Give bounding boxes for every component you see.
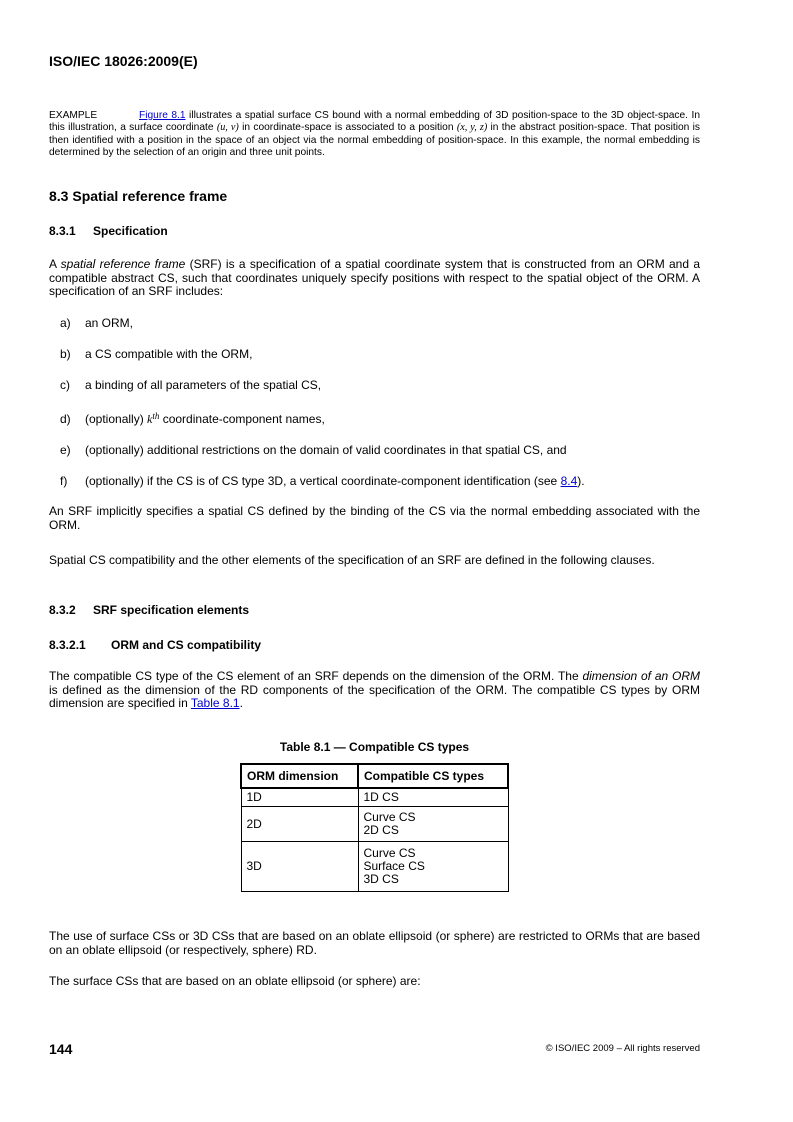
- oblate-restriction-paragraph: The use of surface CSs or 3D CSs that are based on an oblate ellipsoid (or sphere) are restricted to ORMs that are based on an oblate ellipsoid (or respectively, sphere) RD.: [49, 929, 700, 957]
- figure-8-1-link[interactable]: Figure 8.1: [139, 110, 186, 121]
- copyright-notice: © ISO/IEC 2009 – All rights reserved: [545, 1043, 700, 1054]
- heading-8-3-2: 8.3.2 SRF specification elements: [49, 603, 250, 617]
- compatible-cs-table: [240, 763, 509, 892]
- srf-term: spatial reference frame: [60, 257, 186, 271]
- table-cell-dim: 3D: [241, 842, 358, 892]
- list-item-d: d) (optionally) $k^{th}$ coordinate-component names,: [60, 411, 325, 426]
- table-cell-types: 1D CS: [358, 788, 508, 807]
- orm-cs-paragraph: The compatible CS type of the CS element of an SRF depends on the dimension of the ORM. The dimension of an ORM is defined as the dimension of the RD components of the specification of the ORM. The compatible CS types by ORM dimension are specified in Table 8.1.: [49, 669, 701, 711]
- table-cell-dim: 1D: [241, 788, 358, 807]
- table-header-cell: Compatible CS types: [358, 764, 508, 788]
- table-header-cell: ORM dimension: [241, 764, 358, 788]
- srf-definition-paragraph: A spatial reference frame (SRF) is a specification of a spatial coordinate system that is constructed from an ORM and a compatible abstract CS, such that coordinates uniquely specify positions with respect to the spatial object of the ORM. A specification of an SRF includes:: [49, 257, 700, 299]
- table-row: [241, 807, 508, 842]
- list-item-e: e) (optionally) additional restrictions on the domain of valid coordinates in that spatial CS, and: [60, 443, 567, 457]
- table-caption: Table 8.1 — Compatible CS types: [279, 740, 470, 754]
- example-label: EXAMPLE: [49, 110, 98, 121]
- xyz-math: (x, y, z): [456, 122, 488, 134]
- list-item-c: c) a binding of all parameters of the spatial CS,: [60, 378, 322, 392]
- table-8-1-link[interactable]: Table 8.1: [190, 696, 240, 711]
- example-paragraph: EXAMPLE Figure 8.1 illustrates a spatial surface CS bound with a normal embedding of 3D position-space to the 3D object-space. In this illustration, a surface coordinate (u, v) in coordinate-space is associated to a position (x, y, z) in the abstract position-space. That position is then identified with a position in the space of an object via the normal embedding of position-space. In this example, the normal embedding is determined by the selection of an origin and three unit points.: [49, 110, 700, 159]
- srf-implicit-paragraph: An SRF implicitly specifies a spatial CS defined by the binding of the CS via the normal embedding associated with the ORM.: [49, 504, 700, 532]
- dimension-term: dimension of an ORM: [582, 669, 701, 683]
- table-cell-types: Curve CS Surface CS 3D CS: [358, 842, 508, 892]
- section-8-4-link[interactable]: 8.4: [560, 474, 578, 488]
- heading-8-3: 8.3 Spatial reference frame: [49, 188, 228, 204]
- list-item-b: b) a CS compatible with the ORM,: [60, 347, 253, 361]
- table-header-row: [241, 764, 508, 788]
- document-id-header: ISO/IEC 18026:2009(E): [49, 53, 198, 69]
- heading-8-3-1: 8.3.1 Specification: [49, 224, 168, 238]
- spatial-cs-paragraph: Spatial CS compatibility and the other elements of the specification of an SRF are defined in the following clauses.: [49, 553, 655, 567]
- table-cell-dim: 2D: [241, 807, 358, 842]
- uv-math: (u, v): [216, 122, 239, 134]
- table-row: [241, 842, 508, 892]
- surface-cs-intro-paragraph: The surface CSs that are based on an oblate ellipsoid (or sphere) are:: [49, 974, 421, 988]
- table-cell-types: Curve CS 2D CS: [358, 807, 508, 842]
- heading-8-3-2-1: 8.3.2.1 ORM and CS compatibility: [49, 638, 262, 652]
- list-item-a: a) an ORM,: [60, 316, 134, 330]
- table-row: [241, 788, 508, 807]
- list-item-f: f) (optionally) if the CS is of CS type 3D, a vertical coordinate-component identification (see 8.4).: [60, 474, 585, 488]
- page-number: 144: [49, 1041, 73, 1057]
